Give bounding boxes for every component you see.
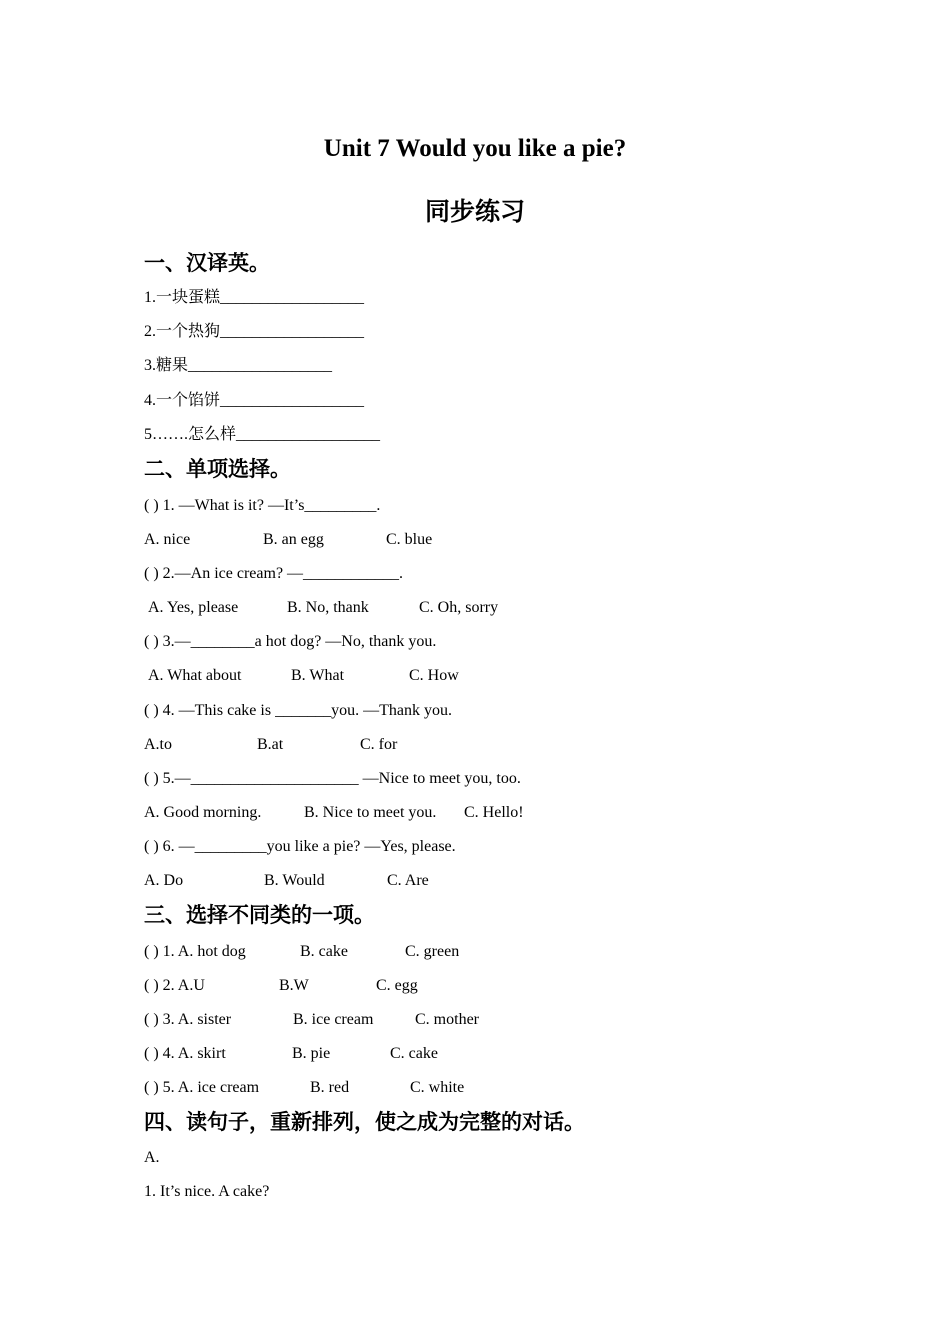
s3-q3-option-b: B. ice cream (293, 1011, 374, 1028)
s3-q3-option-c: C. mother (415, 1011, 479, 1028)
s2-q3-stem: ( ) 3.—________a hot dog? —No, thank you. (144, 633, 437, 650)
s2-q1-stem: ( ) 1. —What is it? —It’s_________. (144, 497, 381, 514)
s3-q2-option-b: B.W (279, 977, 309, 994)
s2-q5-option-b: B. Nice to meet you. (304, 804, 437, 821)
s3-q1-option-a: ( ) 1. A. hot dog (144, 943, 246, 960)
s2-q4-stem: ( ) 4. —This cake is _______you. —Thank you. (144, 702, 452, 719)
s2-q5-stem: ( ) 5.—_____________________ —Nice to meet you, too. (144, 770, 521, 787)
s2-q6-stem: ( ) 6. —_________you like a pie? —Yes, please. (144, 838, 456, 855)
s2-q3-option-a: A. What about (148, 667, 242, 684)
s1-item-2: 2.一个热狗__________________ (144, 323, 365, 340)
s3-q5-option-c: C. white (410, 1079, 465, 1096)
s2-q6-option-b: B. Would (264, 872, 325, 889)
s3-q5-option-a: ( ) 5. A. ice cream (144, 1079, 260, 1096)
s2-q2-option-a: A. Yes, please (148, 599, 239, 616)
s3-q1-option-c: C. green (405, 943, 460, 960)
s3-q3-option-a: ( ) 3. A. sister (144, 1011, 232, 1028)
s2-q4-option-b: B.at (257, 736, 284, 753)
page-subtitle: 同步练习 (424, 199, 525, 226)
page-title: Unit 7 Would you like a pie? (323, 135, 627, 162)
section-2-heading: 二、单项选择。 (144, 457, 291, 481)
s1-item-1: 1.一块蛋糕__________________ (144, 289, 365, 306)
s2-q6-option-c: C. Are (387, 872, 429, 889)
s2-q4-option-c: C. for (360, 736, 398, 753)
s2-q3-option-c: C. How (409, 667, 459, 684)
s3-q4-option-c: C. cake (390, 1045, 438, 1062)
section-4-heading: 四、读句子，重新排列，使之成为完整的对话。 (144, 1110, 585, 1134)
s4-dialogue-label: A. (144, 1149, 160, 1166)
s4-item-1: 1. It’s nice. A cake? (144, 1183, 270, 1200)
s2-q2-option-b: B. No, thank (287, 599, 369, 616)
s3-q4-option-a: ( ) 4. A. skirt (144, 1045, 226, 1062)
s2-q4-option-a: A.to (144, 736, 172, 753)
s2-q1-option-a: A. nice (144, 531, 191, 548)
s1-item-3: 3.糖果__________________ (144, 357, 333, 374)
s3-q2-option-c: C. egg (376, 977, 418, 994)
s3-q1-option-b: B. cake (300, 943, 348, 960)
s2-q5-option-a: A. Good morning. (144, 804, 262, 821)
s3-q4-option-b: B. pie (292, 1045, 331, 1062)
s2-q2-stem: ( ) 2.—An ice cream? —____________. (144, 565, 404, 582)
s2-q1-option-b: B. an egg (263, 531, 324, 548)
s2-q6-option-a: A. Do (144, 872, 184, 889)
s2-q1-option-c: C. blue (386, 531, 433, 548)
s1-item-4: 4.一个馅饼__________________ (144, 392, 365, 409)
s3-q2-option-a: ( ) 2. A.U (144, 977, 205, 994)
s2-q2-option-c: C. Oh, sorry (419, 599, 499, 616)
s1-item-5: 5…….怎么样__________________ (144, 426, 381, 443)
section-1-heading: 一、汉译英。 (144, 251, 270, 275)
section-3-heading: 三、选择不同类的一项。 (144, 903, 375, 927)
s2-q5-option-c: C. Hello! (464, 804, 524, 821)
s3-q5-option-b: B. red (310, 1079, 350, 1096)
s2-q3-option-b: B. What (291, 667, 345, 684)
